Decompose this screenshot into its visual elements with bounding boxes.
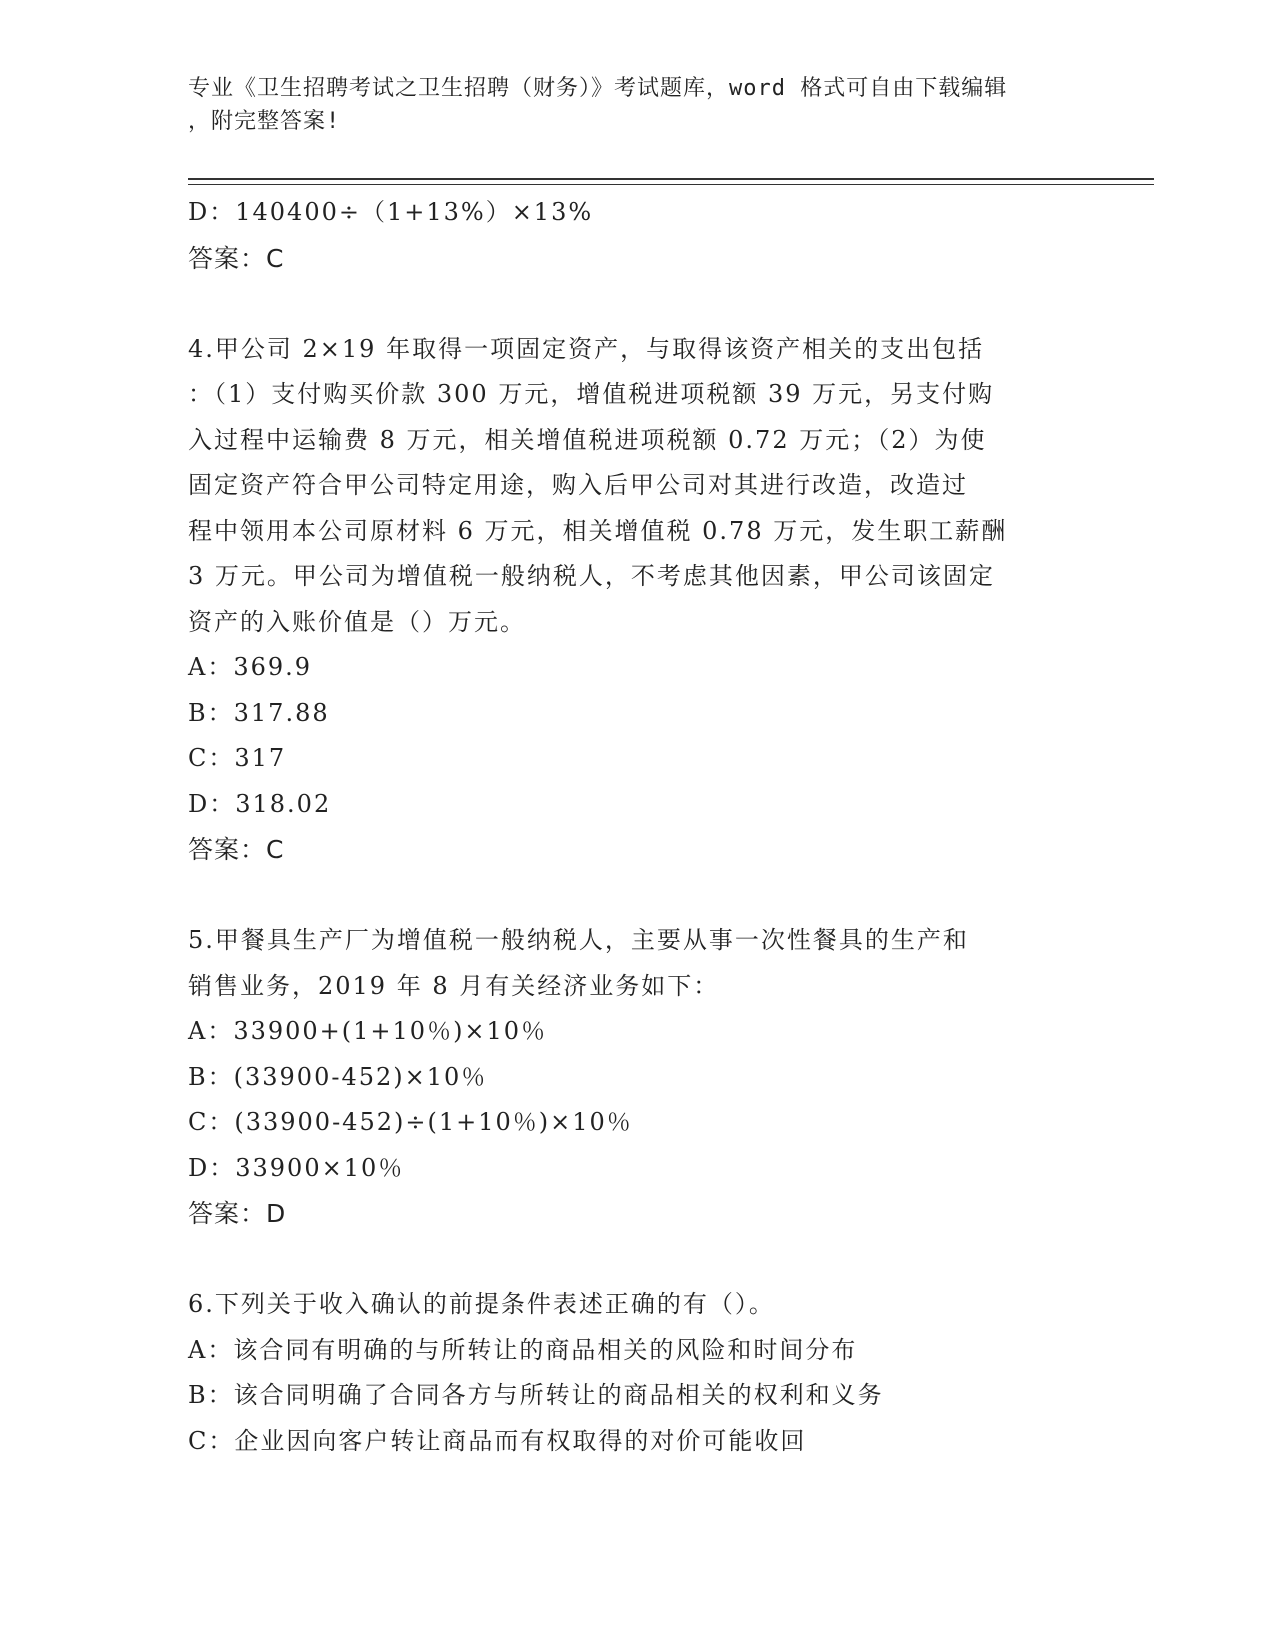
q6-option-c: C：企业因向客户转让商品而有权取得的对价可能收回: [188, 1426, 807, 1455]
question-5: [188, 918, 1088, 1237]
q5-stem-line-1: 5.甲餐具生产厂为增值税一般纳税人，主要从事一次性餐具的生产和: [188, 926, 969, 954]
q4-stem-line-1: 4.甲公司 2×19 年取得一项固定资产，与取得该资产相关的支出包括: [188, 334, 985, 363]
q5-option-b: B：(33900-452)×10％: [188, 1062, 488, 1091]
spacer: [188, 281, 1088, 327]
q4-option-a: A：369.9: [188, 653, 313, 681]
q3-answer: 答案：C: [188, 243, 285, 273]
spacer: [188, 1237, 1088, 1283]
question-3-tail: [188, 190, 1088, 281]
q5-stem-line-2: 销售业务，2019 年 8 月有关经济业务如下：: [188, 971, 720, 1000]
q4-answer: 答案：C: [188, 835, 285, 864]
document-body: [188, 190, 1088, 1464]
question-4: [188, 327, 1088, 873]
header-divider-thick: [188, 178, 1154, 180]
q5-option-c: C：(33900-452)÷(1+10％)×10％: [188, 1108, 633, 1136]
q4-stem-line-5: 程中领用本公司原材料 6 万元，相关增值税 0.78 万元，发生职工薪酬: [188, 516, 1008, 545]
q4-option-b: B：317.88: [188, 698, 330, 727]
q4-stem-line-4: 固定资产符合甲公司特定用途，购入后甲公司对其进行改造，改造过: [188, 471, 968, 499]
q6-option-b: B：该合同明确了合同各方与所转让的商品相关的权利和义务: [188, 1381, 884, 1409]
header-line-2: ，附完整答案!: [188, 109, 341, 134]
q3-option-d: D：140400÷（1+13%）×13%: [188, 198, 594, 226]
q6-stem-line-1: 6.下列关于收入确认的前提条件表述正确的有（）。: [188, 1290, 775, 1318]
q5-option-a: A：33900+(1+10％)×10％: [188, 1017, 548, 1045]
header-divider-thin: [188, 184, 1154, 185]
header-line-1: 专业《卫生招聘考试之卫生招聘（财务）》考试题库，word 格式可自由下载编辑: [188, 76, 1008, 101]
q4-option-c: C：317: [188, 744, 287, 772]
q4-stem-line-6: 3 万元。甲公司为增值税一般纳税人，不考虑其他因素，甲公司该固定: [188, 562, 995, 590]
q5-option-d: D：33900×10％: [188, 1153, 405, 1182]
q4-stem-line-3: 入过程中运输费 8 万元，相关增值税进项税额 0.72 万元；（2）为使: [188, 425, 987, 454]
q6-option-a: A：该合同有明确的与所转让的商品相关的风险和时间分布: [188, 1335, 858, 1364]
document-header: [188, 72, 1088, 138]
q4-stem-line-7: 资产的入账价值是（）万元。: [188, 607, 526, 636]
question-6: [188, 1282, 1088, 1464]
q5-answer: 答案：D: [188, 1199, 287, 1228]
q4-stem-line-2: ：（1）支付购买价款 300 万元，增值税进项税额 39 万元，另支付购: [188, 380, 995, 408]
q4-option-d: D：318.02: [188, 789, 332, 818]
spacer: [188, 873, 1088, 919]
